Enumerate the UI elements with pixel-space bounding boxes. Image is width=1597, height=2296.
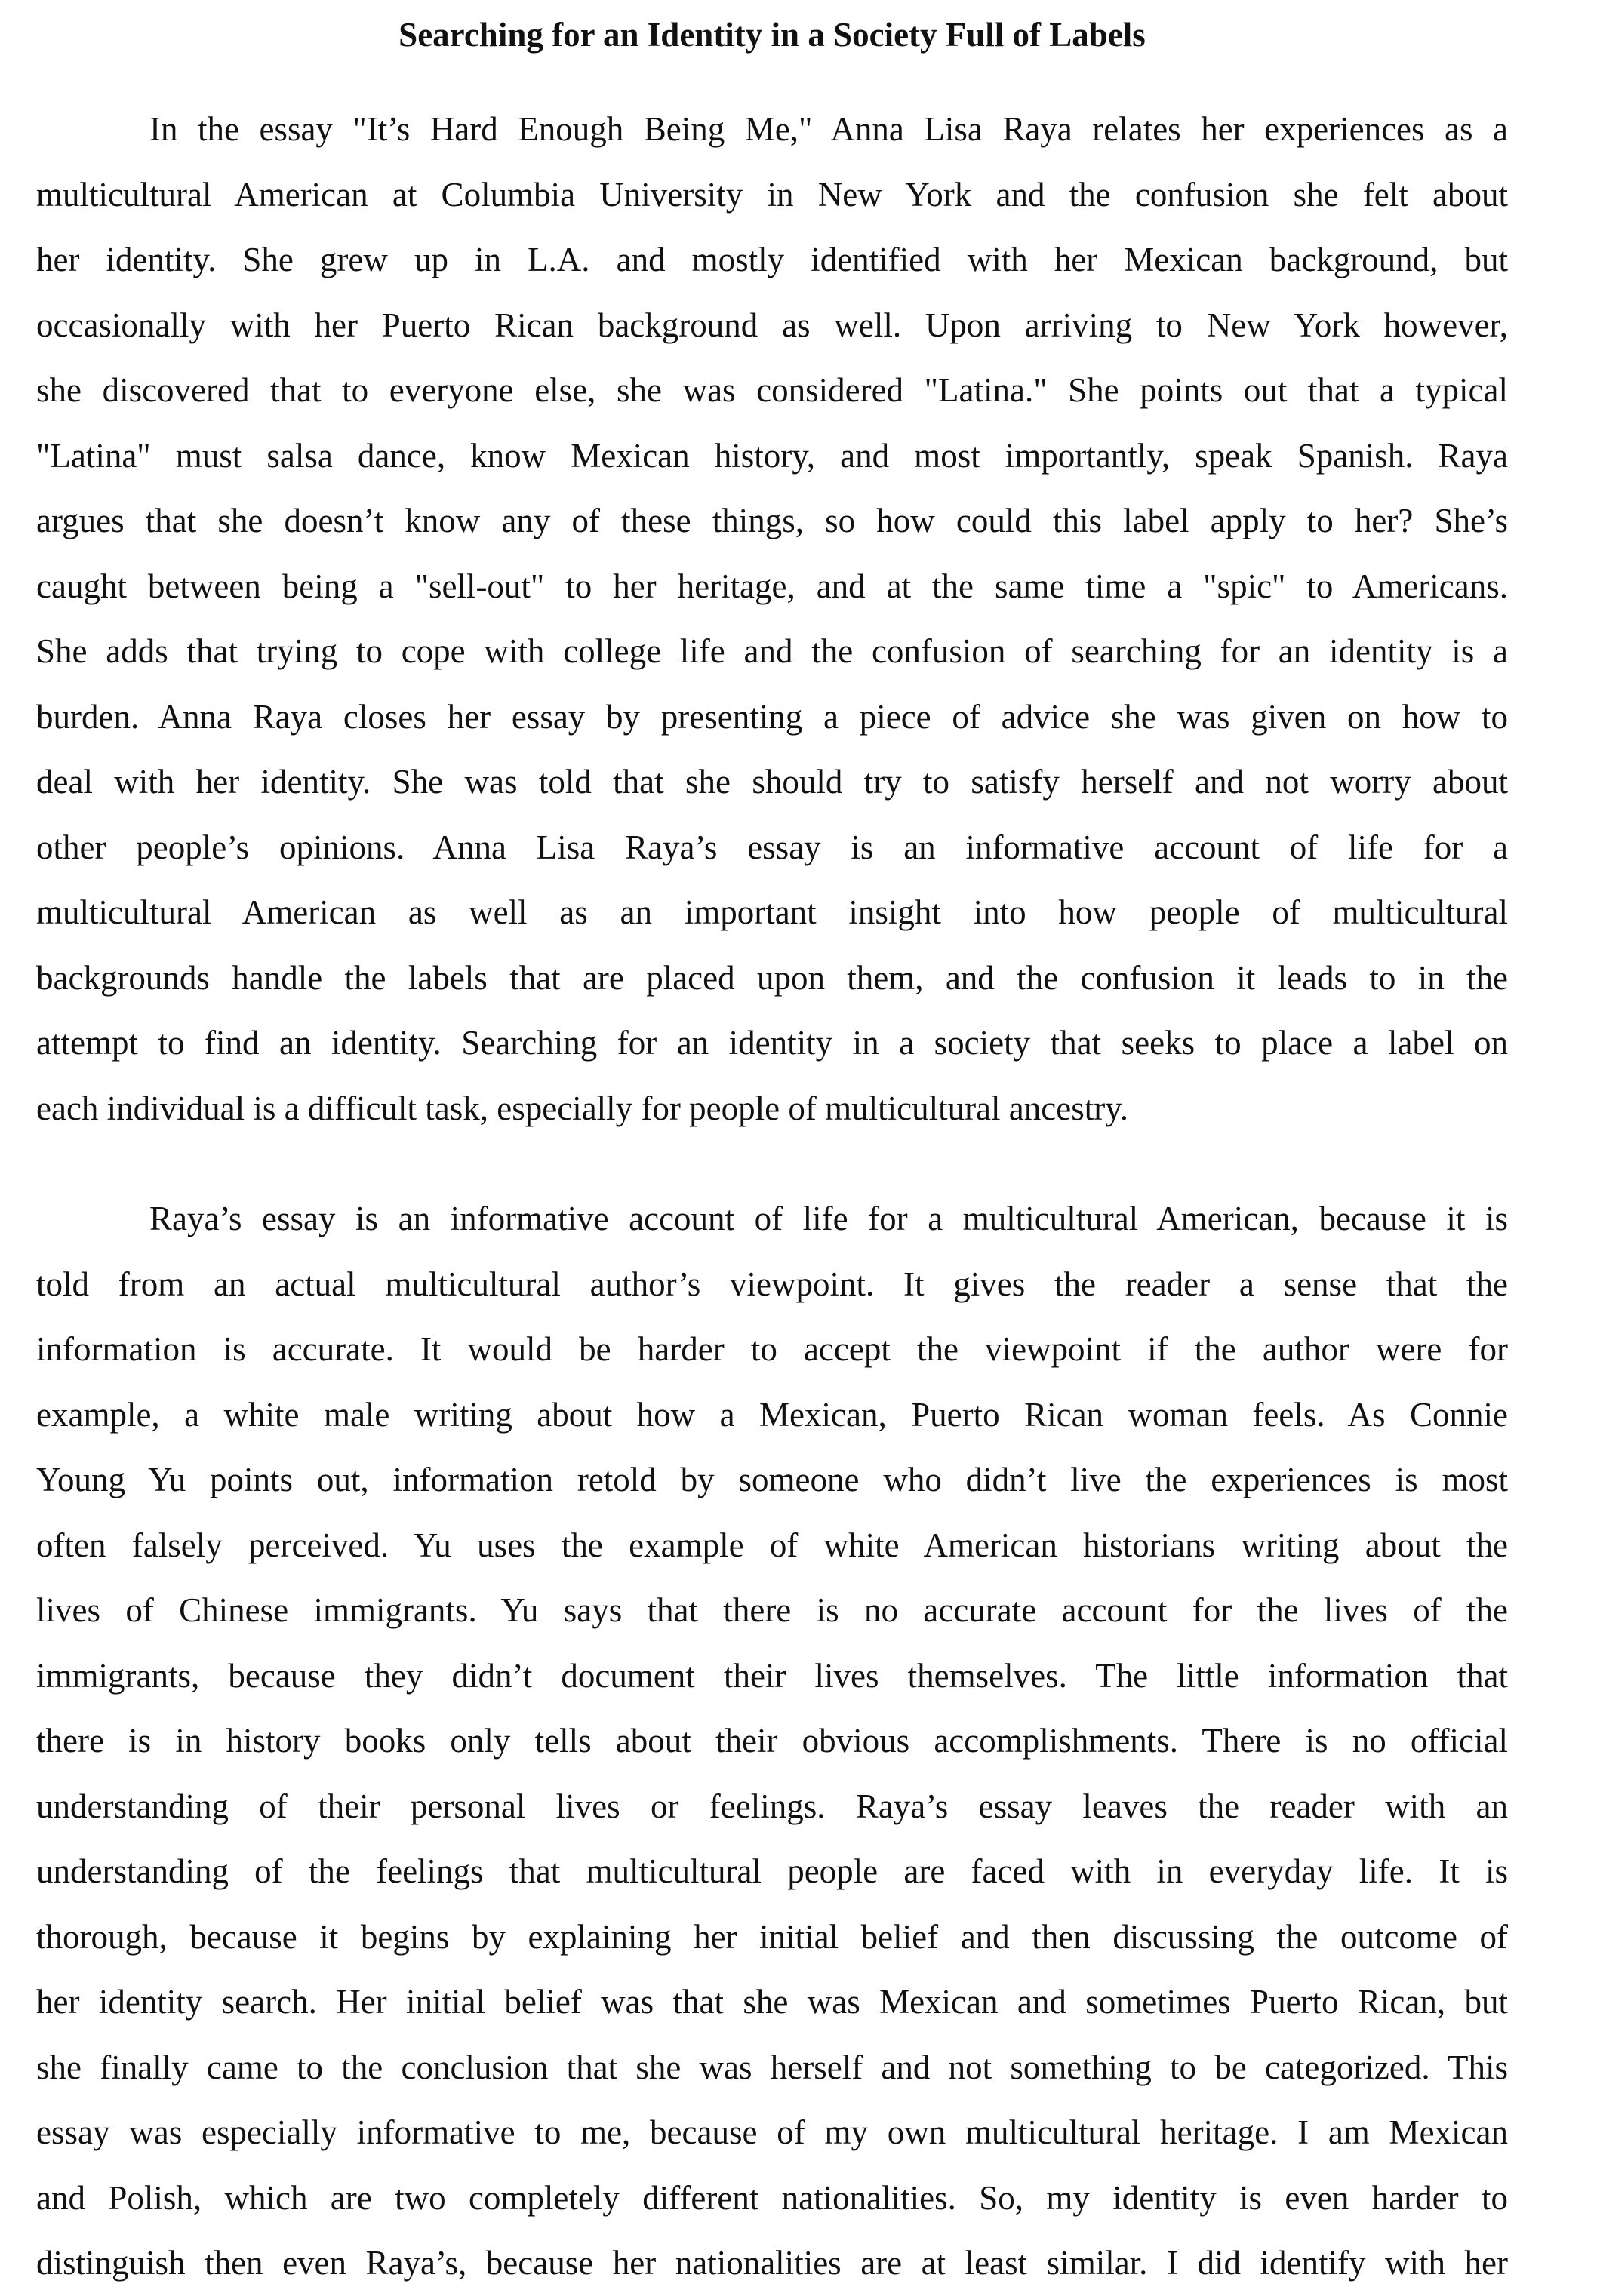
text-line: multicultural American as well as an important insight into how people of multicultural (36, 893, 1508, 931)
text-line: multicultural American at Columbia University in New York and the confusion she felt about (36, 175, 1508, 214)
text-line: burden. Anna Raya closes her essay by presenting a piece of advice she was given on how to (36, 697, 1508, 736)
text-line: and Polish, which are two completely different nationalities. So, my identity is even harder to (36, 2178, 1508, 2217)
text-line: other people’s opinions. Anna Lisa Raya’s essay is an informative account of life for a (36, 828, 1508, 866)
text-line: understanding of their personal lives or feelings. Raya’s essay leaves the reader with an (36, 1787, 1508, 1825)
text-line: often falsely perceived. Yu uses the example of white American historians writing about the (36, 1526, 1508, 1564)
text-line: She adds that trying to cope with college life and the confusion of searching for an identity is a (36, 632, 1508, 670)
text-line: Raya’s essay is an informative account of life for a multicultural American, because it is (149, 1200, 1508, 1237)
paragraph-1 (36, 97, 1508, 1141)
text-line: her identity. She grew up in L.A. and mostly identified with her Mexican background, but (36, 241, 1508, 278)
text-line: she discovered that to everyone else, she was considered "Latina." She points out that a typical (36, 371, 1508, 409)
text-line: told from an actual multicultural author’s viewpoint. It gives the reader a sense that the (36, 1265, 1508, 1303)
text-line: In the essay "It’s Hard Enough Being Me," Anna Lisa Raya relates her experiences as a (149, 110, 1508, 148)
text-line: immigrants, because they didn’t document their lives themselves. The little information that (36, 1656, 1508, 1695)
text-line: thorough, because it begins by explaining her initial belief and then discussing the outcome of (36, 1917, 1508, 1956)
text-line: "Latina" must salsa dance, know Mexican history, and most importantly, speak Spanish. Raya (36, 436, 1508, 475)
paragraph-2 (36, 1186, 1508, 2296)
text-line: occasionally with her Puerto Rican background as well. Upon arriving to New York however, (36, 306, 1508, 344)
text-line: deal with her identity. She was told that she should try to satisfy herself and not worry about (36, 763, 1508, 801)
text-line: she finally came to the conclusion that she was herself and not something to be categorized. This (36, 2048, 1508, 2086)
text-line: understanding of the feelings that multicultural people are faced with in everyday life. It is (36, 1852, 1508, 1890)
text-line: attempt to find an identity. Searching for an identity in a society that seeks to place a label on (36, 1024, 1508, 1062)
text-line: backgrounds handle the labels that are placed upon them, and the confusion it leads to in the (36, 958, 1508, 997)
text-line: example, a white male writing about how a Mexican, Puerto Rican woman feels. As Connie (36, 1395, 1508, 1434)
text-line: her identity search. Her initial belief was that she was Mexican and sometimes Puerto Rican, but (36, 1983, 1508, 2021)
text-line: distinguish then even Raya’s, because her nationalities are at least similar. I did identify with her (36, 2244, 1508, 2282)
text-line: essay was especially informative to me, because of my own multicultural heritage. I am Mexican (36, 2113, 1508, 2151)
text-line: information is accurate. It would be harder to accept the viewpoint if the author were for (36, 1330, 1508, 1368)
text-line: lives of Chinese immigrants. Yu says that there is no accurate account for the lives of the (36, 1591, 1508, 1629)
text-line: each individual is a difficult task, especially for people of multicultural ancestry. (36, 1089, 1129, 1127)
text-line: Young Yu points out, information retold by someone who didn’t live the experiences is most (36, 1461, 1508, 1498)
text-line: there is in history books only tells about their obvious accomplishments. There is no official (36, 1722, 1508, 1760)
text-line: argues that she doesn’t know any of these things, so how could this label apply to her? She’s (36, 502, 1508, 539)
text-line: caught between being a "sell-out" to her heritage, and at the same time a "spic" to Americans. (36, 567, 1508, 605)
document-page (36, 12, 1508, 2296)
essay-title: Searching for an Identity in a Society Full of Labels (398, 16, 1146, 54)
paragraph-gap (36, 1141, 1508, 1186)
